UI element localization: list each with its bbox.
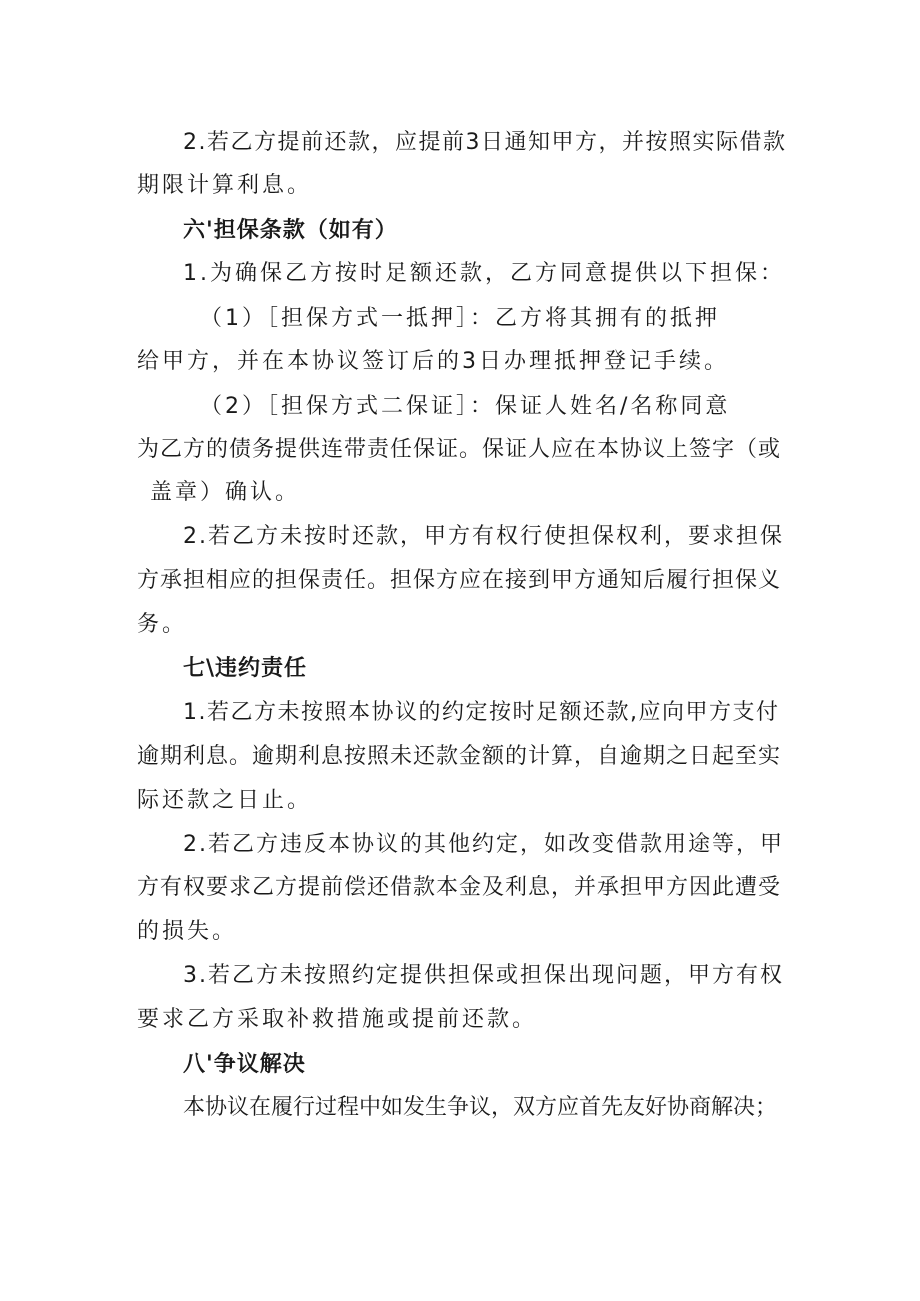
section5-item2-line1: 2.若乙方提前还款，应提前3日通知甲方，并按照实际借款	[183, 130, 787, 155]
section8-heading: 八'争议解决	[183, 1052, 306, 1077]
section6-item1-line1: 1.为确保乙方按时足额还款，乙方同意提供以下担保：	[183, 261, 785, 286]
section7-item3-line1: 3.若乙方未按照约定提供担保或担保出现问题，甲方有权	[183, 963, 784, 988]
section6-item2-line2: 方承担相应的担保责任。担保方应在接到甲方通知后履行担保义	[137, 568, 782, 593]
section6-sub2-line3: 盖章）确认。	[150, 480, 301, 505]
section7-item2-line3: 的损失。	[137, 919, 238, 944]
section6-sub1-line2: 给甲方，并在本协议签订后的3日办理抵押登记手续。	[137, 349, 729, 374]
section7-item1-line2: 逾期利息。逾期利息按照未还款金额的计算，自逾期之日起至实	[137, 744, 782, 769]
section7-item1-line3: 际还款之日止。	[137, 788, 313, 813]
section7-heading: 七\违约责任	[183, 656, 308, 681]
section7-item2-line1: 2.若乙方违反本协议的其他约定，如改变借款用途等，甲	[183, 832, 784, 857]
section5-item2-line2: 期限计算利息。	[137, 173, 313, 198]
section6-item2-line1: 2.若乙方未按时还款，甲方有权行使担保权利，要求担保	[183, 524, 784, 549]
section6-heading: 六'担保条款（如有）	[183, 218, 398, 243]
section6-item2-line3: 务。	[137, 612, 188, 637]
section7-item2-line2: 方有权要求乙方提前偿还借款本金及利息，并承担甲方因此遭受	[137, 875, 782, 900]
section6-sub2-line2: 为乙方的债务提供连带责任保证。保证人应在本协议上签字（或	[137, 437, 782, 462]
section7-item3-line2: 要求乙方采取补救措施或提前还款。	[137, 1007, 538, 1032]
section8-para-line1: 本协议在履行过程中如发生争议，双方应首先友好协商解决；	[183, 1095, 778, 1120]
section6-sub2-line1: （2）［担保方式二保证］：保证人姓名/名称同意	[200, 394, 731, 419]
section7-item1-line1: 1.若乙方未按照本协议的约定按时足额还款,应向甲方支付	[183, 700, 780, 725]
section6-sub1-line1: （1）［担保方式一抵押］：乙方将其拥有的抵押	[200, 306, 720, 331]
